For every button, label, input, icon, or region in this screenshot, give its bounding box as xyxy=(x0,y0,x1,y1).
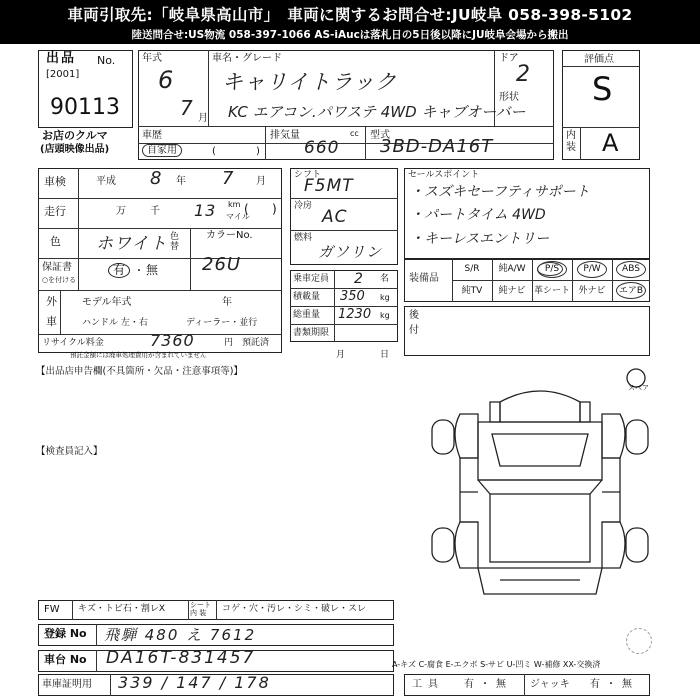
truck-bed xyxy=(490,494,590,562)
foreign-model-year: モデル年式 xyxy=(82,297,132,308)
tools-label: 工具 xyxy=(412,679,444,690)
gross-label: 総重量 xyxy=(293,310,321,320)
mileage-sen: 千 xyxy=(150,206,160,217)
shift-label: シフト xyxy=(294,170,322,180)
score-label: 評価点 xyxy=(584,54,614,65)
rear-right-wheel xyxy=(602,522,625,568)
tools-sep: ・ xyxy=(480,679,490,690)
load-value: 350 xyxy=(340,289,365,304)
year-month-unit: 月 xyxy=(198,113,208,124)
shaken-year-unit: 年 xyxy=(176,176,186,187)
fw-label: FW xyxy=(44,604,60,615)
color-label: 色 xyxy=(50,235,61,248)
ac-label: 冷房 xyxy=(294,201,313,211)
car-damage-diagram xyxy=(420,362,660,620)
history-paren-open: ( xyxy=(212,146,216,157)
doors-value: 2 xyxy=(516,62,531,87)
car-front-hood xyxy=(500,391,580,422)
lot-number: 90113 xyxy=(50,95,120,120)
tools-no[interactable]: 無 xyxy=(496,679,506,690)
color-value: ホワイト xyxy=(96,234,168,254)
equip-sr: S/R xyxy=(464,264,480,274)
fuel-value: ガソリン xyxy=(318,243,383,261)
equip-ext-nav: 外ナビ xyxy=(578,286,606,296)
equip-leather: 革シート xyxy=(533,286,570,296)
seat-label: シート 内 装 xyxy=(190,601,211,617)
load-label: 積載量 xyxy=(293,292,321,302)
history-value: 自家用 xyxy=(142,144,182,157)
circle-abs-icon xyxy=(616,261,646,278)
equip-power-steering: P/S xyxy=(532,259,572,279)
shaken-month-unit: 月 xyxy=(256,176,266,187)
header-banner xyxy=(0,0,700,44)
inspector-label: 【検査員記入】 xyxy=(36,446,103,457)
mileage-paren-close: ) xyxy=(272,202,277,216)
tools-yes[interactable]: 有 xyxy=(464,679,474,690)
year-month: 7 xyxy=(180,96,194,120)
mileage-mile: マイル xyxy=(226,212,250,221)
displacement-value: 660 xyxy=(304,138,340,158)
shop-sub: (店頭映像出品) xyxy=(40,144,110,155)
sales-points-label: セールスポイント xyxy=(408,170,480,180)
shaken-year: 8 xyxy=(150,168,163,189)
sales-point-1: ・スズキセーフティサポート xyxy=(410,184,590,200)
equip-nav: 純ナビ xyxy=(498,286,526,296)
left-door xyxy=(460,458,478,522)
warranty-label: 保証書 xyxy=(42,262,72,273)
foreign-label-2: 車 xyxy=(46,315,57,328)
jack-no[interactable]: 無 xyxy=(622,679,632,690)
shift-value: F5MT xyxy=(304,176,354,196)
mileage-label: 走行 xyxy=(44,205,66,218)
load-unit: kg xyxy=(380,293,390,302)
capacity-label: 乗車定員 xyxy=(293,274,330,284)
equip-power-window: P/W xyxy=(583,264,601,274)
foreign-label-1: 外 xyxy=(46,295,57,308)
shaken-label: 車検 xyxy=(44,175,66,188)
equip-airbag: エアB xyxy=(618,286,644,296)
jack-sep: ・ xyxy=(606,679,616,690)
doc-deadline-month: 月 xyxy=(336,350,346,360)
score-value: S xyxy=(592,70,613,108)
lot-label: 出品 xyxy=(46,51,77,66)
mileage-man: 万 xyxy=(116,206,126,217)
warranty-no[interactable]: 無 xyxy=(146,263,159,277)
equipment-label: 装備品 xyxy=(409,273,439,284)
fuel-label: 燃料 xyxy=(294,233,313,243)
dealer-report-label: 【出品店申告欄(不具箇所・欠品・注意事項等)】 xyxy=(36,366,243,377)
history-paren-close: ) xyxy=(256,146,260,157)
foreign-year-unit: 年 xyxy=(222,297,232,308)
chassis-label: 車台 No xyxy=(44,653,87,666)
year-value: 6 xyxy=(158,66,175,94)
color-no-value: 26U xyxy=(202,254,242,275)
warranty-sub: ○を付ける xyxy=(42,276,77,284)
front-right-wheel xyxy=(602,414,625,458)
mileage-km: km xyxy=(228,200,241,209)
front-left-wheel xyxy=(455,414,478,458)
lot-no-label: No. xyxy=(97,54,116,67)
equip-alloy-wheel: 純A/W xyxy=(498,264,526,274)
registration-label: 登録 No xyxy=(44,627,87,640)
ac-value: AC xyxy=(322,207,348,227)
gross-unit: kg xyxy=(380,311,390,320)
rear-label-2: 付 xyxy=(409,325,419,336)
spare-label: スペア xyxy=(628,384,649,392)
doors-label: ドア xyxy=(499,53,519,64)
model-label: 型式 xyxy=(370,130,390,141)
shaken-era: 平成 xyxy=(96,176,116,187)
fw-values: キズ・トビ石・割レX xyxy=(78,604,165,614)
car-grade-value: KC エアコン.パワステ 4WD キャブオーバー xyxy=(228,103,526,121)
foreign-handle: ハンドル 左・右 xyxy=(82,318,148,328)
equip-abs: ABS xyxy=(622,264,640,274)
car-rear xyxy=(478,568,602,594)
repaint-label: 色替 xyxy=(170,232,180,252)
warranty-sep: ・ xyxy=(134,266,144,277)
foreign-dealer: ディーラー・並行 xyxy=(186,318,258,328)
car-name-label: 車名・グレード xyxy=(212,53,282,64)
recycle-note: 預託金額には廃車処理費用が含まれていません xyxy=(70,351,207,359)
circle-airbag-icon xyxy=(616,282,646,299)
mileage-paren-open: ( xyxy=(244,202,249,216)
rear-left-wheel xyxy=(455,522,478,568)
shape-label: 形状 xyxy=(499,92,519,103)
jack-yes[interactable]: 有 xyxy=(590,679,600,690)
history-label: 車歴 xyxy=(142,130,162,141)
gross-value: 1230 xyxy=(338,307,372,322)
recycle-deposit: 預託済 xyxy=(242,338,270,348)
sales-point-2: ・パートタイム 4WD xyxy=(410,207,546,223)
doc-deadline-day: 日 xyxy=(380,350,390,360)
circle-ps-icon xyxy=(537,261,567,278)
recycle-label: リサイクル料金 xyxy=(42,338,104,348)
chassis-value: DA16T-831457 xyxy=(106,648,256,668)
model-value: 3BD-DA16T xyxy=(380,136,494,157)
capacity-unit: 名 xyxy=(380,274,390,284)
registration-value: 飛騨 480 え 7612 xyxy=(104,626,257,644)
sales-point-3: ・キーレスエントリー xyxy=(410,231,550,247)
cert-value: 339 / 147 / 178 xyxy=(118,673,271,692)
interior-value: A xyxy=(602,129,619,157)
capacity-value: 2 xyxy=(354,271,364,287)
equip-tv: 純TV xyxy=(461,286,483,296)
jack-label: ジャッキ xyxy=(530,679,570,690)
rear-label-1: 後 xyxy=(409,310,419,321)
mileage-value: 13 xyxy=(194,201,217,220)
circle-pw-icon xyxy=(577,261,607,278)
warranty-yes[interactable]: 有 xyxy=(108,263,130,278)
color-no-label: カラーNo. xyxy=(206,230,253,241)
year-label: 年式 xyxy=(142,53,162,64)
right-door xyxy=(602,458,620,522)
shop-label: お店のクルマ xyxy=(42,129,108,142)
header-line1: 車両引取先:「岐阜県高山市」 車両に関するお問合せ:JU岐阜 058-398-5102 xyxy=(67,6,633,24)
car-name-value: キャリイトラック xyxy=(222,70,397,94)
seat-values: コゲ・穴・汚レ・シミ・破レ・スレ xyxy=(222,604,367,614)
interior-label: 内装 xyxy=(566,130,576,153)
rear-box xyxy=(404,306,650,356)
recycle-value: 7360 xyxy=(150,331,195,350)
recycle-unit: 円 xyxy=(224,338,234,348)
displacement-unit: cc xyxy=(350,129,359,138)
shaken-month: 7 xyxy=(222,168,235,189)
displacement-label: 排気量 xyxy=(270,130,300,141)
stamp-seal-icon xyxy=(626,628,652,654)
header-line2: 陸送問合せ:US物流 058-397-1066 AS-iAucは落札日の5日後以降にJU岐阜会場から搬出 xyxy=(131,29,569,41)
cert-label: 車庫証明用 xyxy=(42,679,92,690)
lot-year-code: [2001] xyxy=(46,69,80,80)
damage-legend: A-キズ C-腐食 E-エクボ S-サビ U-凹ミ W-補修 XX-交換済 xyxy=(392,660,601,669)
doc-deadline-label: 書類期限 xyxy=(293,328,330,338)
